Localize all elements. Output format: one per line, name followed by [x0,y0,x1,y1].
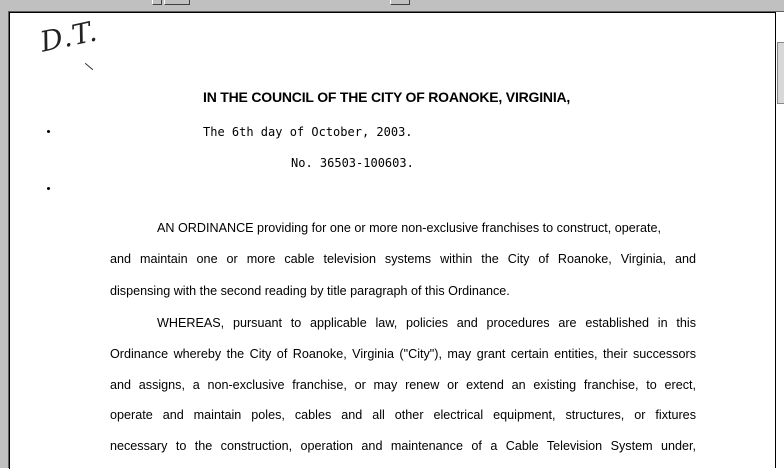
text-line: WHEREAS, pursuant to applicable law, policies and procedures are established in this [157,316,696,330]
text-line: Ordinance whereby the City of Roanoke, Virginia ("City"), may grant certain entities, their successors [110,347,696,361]
text-line: AN ORDINANCE providing for one or more non-exclusive franchises to construct, operate, [157,221,661,235]
text-line: and assigns, a non-exclusive franchise, or may renew or extend an existing franchise, to erect, [110,378,696,392]
scrollbar-thumb[interactable] [777,42,784,104]
toolbar-button[interactable] [390,0,410,5]
margin-dot [47,187,50,190]
text-line: and maintain one or more cable television systems within the City of Roanoke, Virginia, and [110,252,696,266]
text-line: operate and maintain poles, cables and all other electrical equipment, structures, or fixtures [110,408,696,422]
text-line: dispensing with the second reading by title paragraph of this Ordinance. [110,284,510,298]
margin-dot [47,130,50,133]
document-heading: IN THE COUNCIL OF THE CITY OF ROANOKE, VIRGINIA, [203,89,571,105]
document-page [9,12,776,469]
window-frame-left [0,6,9,468]
date-line: The 6th day of October, 2003. [203,125,413,139]
toolbar-button[interactable] [152,0,162,5]
toolbar-button[interactable] [164,0,190,5]
handwritten-note: D.T. [37,14,101,59]
ordinance-number: No. 36503-100603. [291,156,414,170]
vertical-scrollbar[interactable] [775,12,784,468]
text-line: necessary to the construction, operation and maintenance of a Cable Television System under, [110,439,696,453]
